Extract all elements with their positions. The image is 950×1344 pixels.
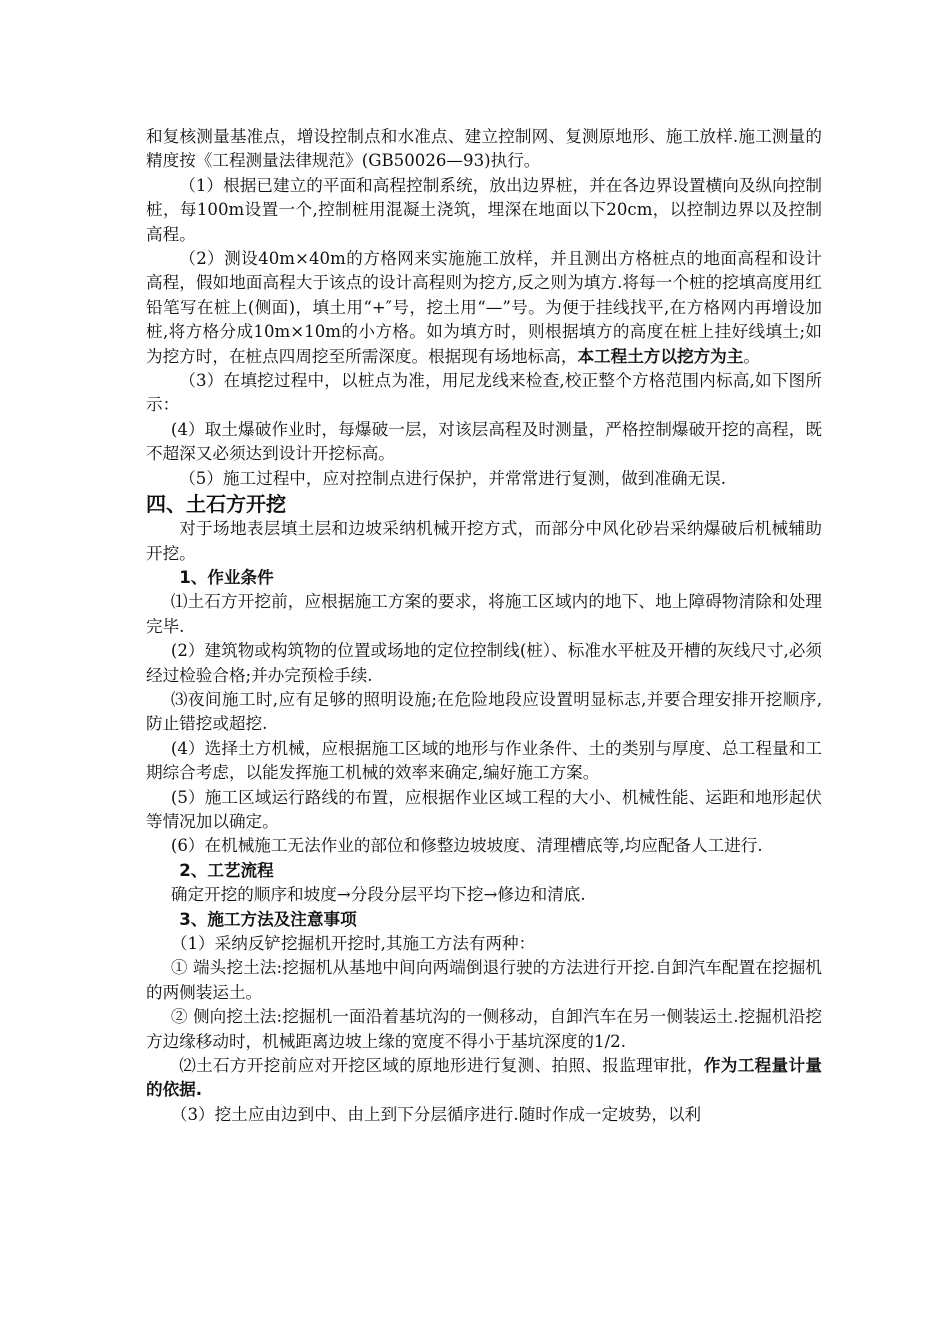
paragraph-text: 。 (743, 346, 760, 366)
paragraph: 确定开挖的顺序和坡度→分段分层平均下挖→修边和清底. (170, 885, 586, 905)
paragraph: （3）在填挖过程中，以桩点为准，用尼龙线来检查,校正整个方格范围内标高,如下图所示： (146, 371, 822, 415)
section-heading: 四、土石方开挖 (146, 492, 286, 517)
paragraph: ⑶夜间施工时,应有足够的照明设施;在危险地段应设置明显标志,并要合理安排开挖顺序,防止错挖或超挖. (146, 689, 822, 734)
paragraph: (5）施工区域运行路线的布置，应根据作业区域工程的大小、机械性能、运距和地形起伏等情况加以确定。 (146, 787, 822, 831)
paragraph: （1）根据已建立的平面和高程控制系统，放出边界桩，并在各边界设置横向及纵向控制桩，每100m设置一个,控制桩用混凝土浇筑，埋深在地面以下20cm，以控制边界以及控制高程。 (146, 175, 822, 244)
paragraph: (4）取土爆破作业时，每爆破一层，对该层高程及时测量，严格控制爆破开挖的高程，既不超深又必须达到设计开挖标高。 (146, 419, 822, 464)
subsection-heading: 1、作业条件 (179, 567, 274, 587)
paragraph-text: （2）测设40m×40m的方格网来实施施工放样，并且测出方格桩点的地面高程和设计高程，假如地面高程大于该点的设计高程则为挖方,反之则为填方.将每一个桩的挖填高度用红铅笔写在桩上(侧面)，填土用“+″号，挖土用“—”号。为便于挂线找平,在方格网内再增设加桩,将方格分成10m×10m的小方格。如为填方时，则根据填方的高度在桩上挂好线填土;如为挖方时，在桩点四周挖至所需深度。根据现有场地标高， (146, 249, 822, 366)
paragraph-text: ⑵土石方开挖前应对开挖区域的原地形进行复测、拍照、报监理审批， (179, 1056, 704, 1076)
subsection-heading: 3、施工方法及注意事项 (179, 909, 357, 929)
paragraph (146, 1054, 822, 1103)
document-page (146, 125, 822, 1127)
subsection-heading: 2、工艺流程 (179, 860, 274, 880)
bold-text: 本工程土方以挖方为主 (577, 346, 744, 366)
paragraph: （3）挖土应由边到中、由上到下分层循序进行.随时作成一定坡势，以利 (170, 1104, 702, 1124)
paragraph: 和复核测量基准点，增设控制点和水准点、建立控制网、复测原地形、施工放样.施工测量的精度按《工程测量法律规范》(GB50026—93)执行。 (146, 127, 822, 171)
paragraph: ① 端头挖土法:挖掘机从基地中间向两端倒退行驶的方法进行开挖.自卸汽车配置在挖掘机的两侧装运土。 (146, 958, 822, 1002)
paragraph: 对于场地表层填土层和边坡采纳机械开挖方式，而部分中风化砂岩采纳爆破后机械辅助开挖。 (146, 519, 822, 563)
bold-text: 作为工程量计量的依据. (146, 1056, 823, 1100)
paragraph: （5）施工过程中，应对控制点进行保护，并常常进行复测，做到准确无误. (179, 468, 727, 488)
paragraph: ⑴土石方开挖前，应根据施工方案的要求，将施工区域内的地下、地上障碍物清除和处理完毕. (146, 592, 822, 636)
paragraph: (2）建筑物或构筑物的位置或场地的定位控制线(桩）、标准水平桩及开槽的灰线尺寸,必须经过检验合格;并办完预检手续. (146, 641, 822, 685)
paragraph: (6）在机械施工无法作业的部位和修整边坡坡度、清理槽底等,均应配备人工进行. (170, 836, 763, 856)
paragraph: (4）选择土方机械，应根据施工区域的地形与作业条件、土的类别与厚度、总工程量和工期综合考虑，以能发挥施工机械的效率来确定,编好施工方案。 (146, 738, 822, 783)
paragraph: （1）采纳反铲挖掘机开挖时,其施工方法有两种： (170, 934, 536, 953)
paragraph (146, 247, 822, 369)
paragraph: ② 侧向挖土法:挖掘机一面沿着基坑沟的一侧移动，自卸汽车在另一侧装运土.挖掘机沿挖方边缘移动时，机械距离边坡上缘的宽度不得小于基坑深度的1/2. (146, 1007, 822, 1051)
